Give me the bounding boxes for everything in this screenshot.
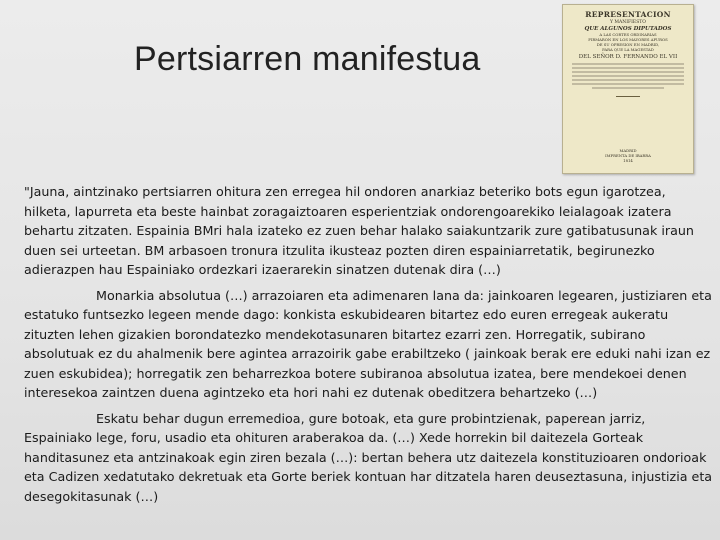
doc-line-2: Y MANIFIESTO xyxy=(610,20,646,25)
doc-imprint xyxy=(563,148,693,163)
quote-paragraph-2: Monarkia absolutua (…) arrazoiaren eta adimenaren lana da: jainkoaren legearen, justiziaren eta estatuko funtsezko legeen mende dago: konkista eskubidearen bitartez edo euren erregeak aukeratu zituzten lehen gizakien borondatezko mendekotasunaren bitartez ezarri zen. Horregatik, subirano absolutuak ez du ahalmenik bere agintea arrazoirik gabe erabiltzeko ( jainkoak berak ere eduki nahi izan ez zuen eskubidea); horregatik zen beharrezkoa botere subiranoa absolutua izatea, bere mendekoei denen interesekoa zaintzen duena agintzeko eta hori nahi ez dutenak obeditzera behartzeko (…) xyxy=(24,287,712,400)
doc-body-text-lines xyxy=(572,62,684,92)
doc-imprint-place: MADRID xyxy=(619,148,637,153)
doc-line-5: FIRMARON EN LOS MAYORES APUROS xyxy=(588,37,668,42)
doc-line-4: A LAS CORTES ORDINARIAS xyxy=(599,32,657,37)
doc-line-7: PARA QUE LA MAGESTAD xyxy=(602,47,654,52)
doc-heading: REPRESENTACION xyxy=(585,10,671,19)
slide-title: Pertsiarren manifestua xyxy=(134,40,481,78)
doc-body-lines xyxy=(563,60,693,93)
doc-rule xyxy=(616,96,640,97)
doc-imprint-year: 1814 xyxy=(623,158,633,163)
slide-body xyxy=(24,182,714,506)
doc-addressee: DEL SEÑOR D. FERNANDO EL VII xyxy=(578,54,678,60)
quote-paragraph-3: Eskatu behar dugun erremedioa, gure botoak, eta gure probintzienak, paperean jarriz, Espainiako lege, foru, usadio eta ohituren araberakoa da. (…) Xede horrekin bil daitezela Gorteak handitasunez eta antzinakoak egin ziren bezala (…): bertan behera utz daitezela konstituzioaren ondorioak eta Cadizen xedatutako dekretuak eta Gorte beriek kontuan har ditzatela haren deuseztasuna, injustizia eta desegokitasunak (…) xyxy=(24,410,713,504)
doc-line-6: DE SU OPRESION EN MADRID, xyxy=(596,42,660,47)
manifesto-document-image xyxy=(562,4,694,174)
quote-paragraph-1: "Jauna, aintzinako pertsiarren ohitura zen erregea hil ondoren anarkiaz beteriko bots egun igarotzea, hilketa, lapurreta eta beste hainbat zoragaiztoaren esperientziak ondorengoarekiko leialagoak izatera behartu zitzaten. Espainia BMri hala izateko ez zuen behar halako saiakuntzarik zure gatibatusunak iraun duen sei urteetan. BM arbasoen tronura itzulita ikusteaz pozten diren espainiarretatik, begirunezko adierazpen hau Espainiako ordezkari izaerarekin sinatzen dutenak dira (…) xyxy=(24,184,694,277)
doc-line-3: QUE ALGUNOS DIPUTADOS xyxy=(584,26,672,32)
doc-imprint-line: IMPRENTA DE IBARRA xyxy=(605,153,651,158)
